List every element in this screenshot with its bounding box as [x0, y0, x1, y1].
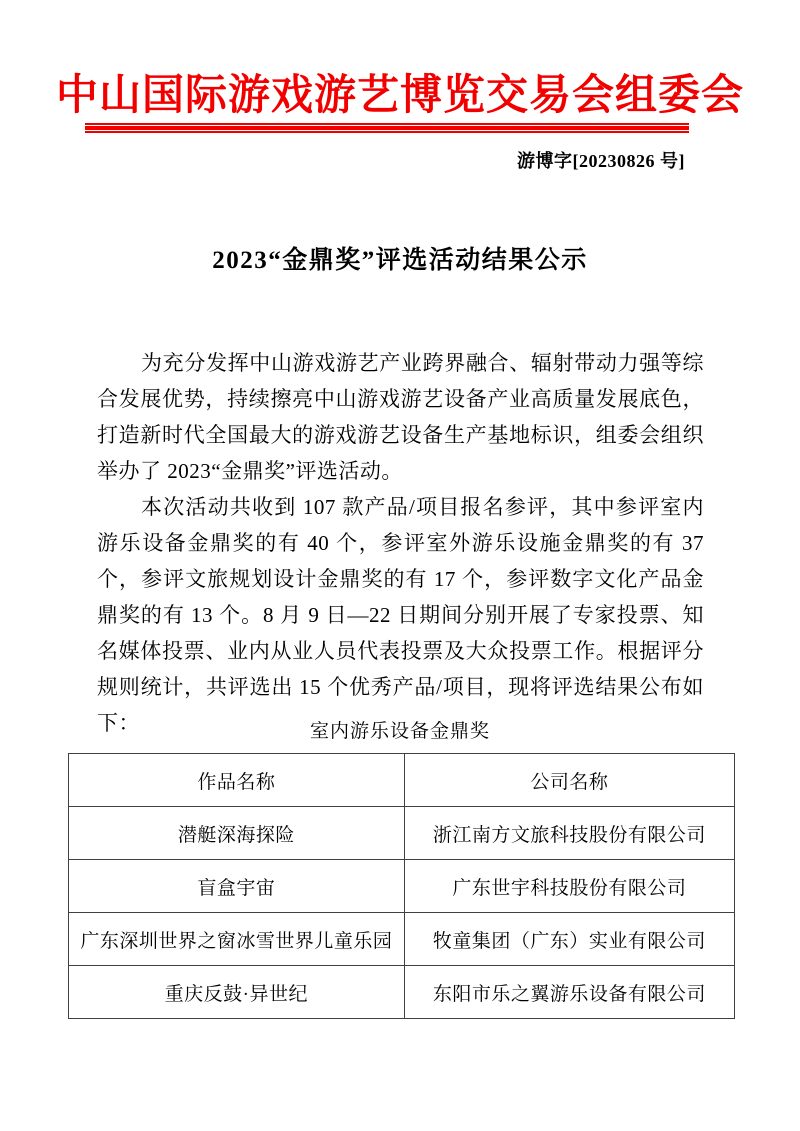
org-title: 中山国际游戏游艺博览交易会组委会: [55, 73, 744, 119]
work-name-cell: 盲盒宇宙: [69, 860, 405, 913]
work-name-cell: 重庆反鼓·异世纪: [69, 966, 405, 1019]
table-row: [69, 860, 735, 913]
company-name-cell: 浙江南方文旅科技股份有限公司: [404, 807, 734, 860]
header-divider: [85, 123, 689, 133]
company-name-cell: 东阳市乐之翼游乐设备有限公司: [404, 966, 734, 1019]
company-name-cell: 牧童集团（广东）实业有限公司: [404, 913, 734, 966]
work-name-cell: 潜艇深海探险: [69, 807, 405, 860]
table-row: [69, 966, 735, 1019]
column-header-work-name: 作品名称: [69, 754, 405, 807]
body-paragraph-2: 本次活动共收到 107 款产品/项目报名参评，其中参评室内游乐设备金鼎奖的有 40 个，参评室外游乐设施金鼎奖的有 37 个，参评文旅规划设计金鼎奖的有 17 个，参评数字文化产品金鼎奖的有 13 个。8 月 9 日—22 日期间分别开展了专家投票、知名媒体投票、业内从业人员代表投票及大众投票工作。根据评分规则统计，共评选出 15 个优秀产品/项目，现将评选结果公布如下：: [97, 495, 704, 735]
table-row: [69, 913, 735, 966]
page-title: 2023“金鼎奖”评选活动结果公示: [212, 247, 588, 274]
doc-number: 游博字[20230826 号]: [517, 151, 685, 171]
table-caption: 室内游乐设备金鼎奖: [309, 721, 490, 742]
body-paragraph-1: 为充分发挥中山游戏游艺产业跨界融合、辐射带动力强等综合发展优势，持续擦亮中山游戏游艺设备产业高质量发展底色，打造新时代全国最大的游戏游艺设备生产基地标识，组委会组织举办了 2023“金鼎奖”评选活动。: [97, 351, 704, 483]
body-text: [97, 345, 704, 741]
table-row: [69, 807, 735, 860]
table-header-row: [69, 754, 735, 807]
company-name-cell: 广东世宇科技股份有限公司: [404, 860, 734, 913]
work-name-cell: 广东深圳世界之窗冰雪世界儿童乐园: [69, 913, 405, 966]
column-header-company-name: 公司名称: [404, 754, 734, 807]
awards-table: [68, 753, 735, 1019]
